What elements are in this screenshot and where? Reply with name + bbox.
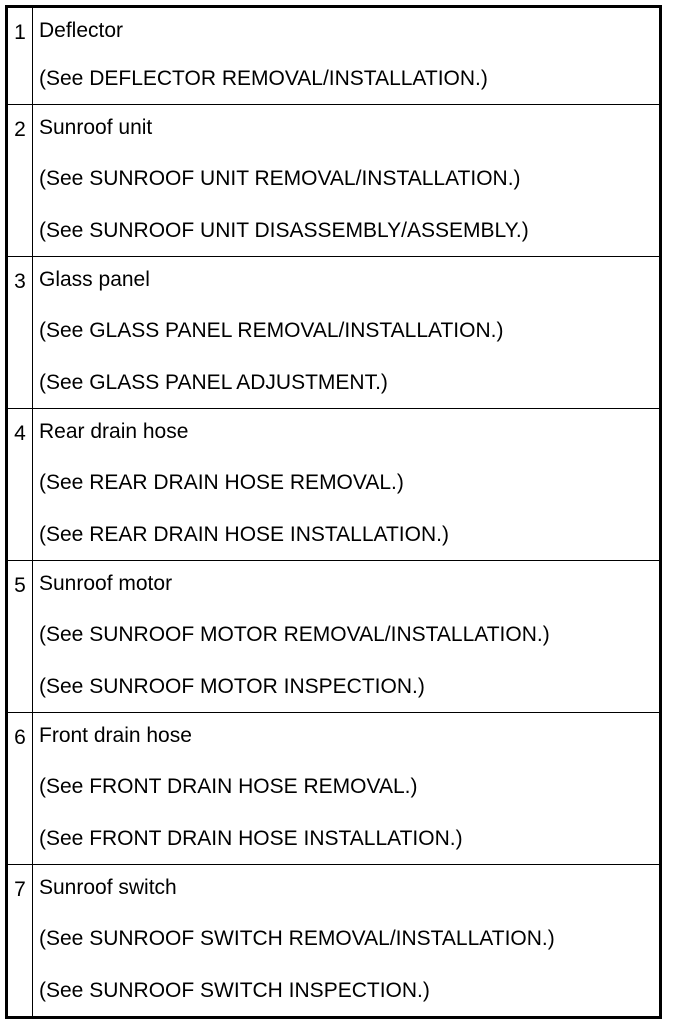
table-body [7, 7, 661, 1018]
procedure-reference-link[interactable]: (See SUNROOF MOTOR INSPECTION.) [39, 675, 425, 698]
procedure-reference-link[interactable]: (See SUNROOF MOTOR REMOVAL/INSTALLATION.) [39, 623, 550, 646]
procedure-reference-link[interactable]: (See SUNROOF UNIT REMOVAL/INSTALLATION.) [39, 167, 521, 190]
item-number: 5 [7, 561, 33, 713]
item-number: 4 [7, 409, 33, 561]
procedure-reference-link[interactable]: (See REAR DRAIN HOSE INSTALLATION.) [39, 523, 449, 546]
item-content [33, 865, 661, 1018]
procedure-reference-link[interactable]: (See DEFLECTOR REMOVAL/INSTALLATION.) [39, 67, 488, 90]
procedure-reference-link[interactable]: (See FRONT DRAIN HOSE INSTALLATION.) [39, 827, 463, 850]
item-content [33, 257, 661, 409]
table-row [7, 105, 661, 257]
parts-reference-table [5, 5, 662, 1019]
item-content [33, 7, 661, 105]
table-row [7, 409, 661, 561]
procedure-reference-link[interactable]: (See SUNROOF SWITCH INSPECTION.) [39, 979, 430, 1002]
item-content [33, 105, 661, 257]
table-row [7, 561, 661, 713]
table-row [7, 257, 661, 409]
item-content [33, 409, 661, 561]
item-title: Sunroof motor [39, 572, 173, 595]
procedure-reference-link[interactable]: (See REAR DRAIN HOSE REMOVAL.) [39, 471, 404, 494]
item-title: Sunroof unit [39, 116, 153, 139]
item-number: 7 [7, 865, 33, 1018]
item-number: 6 [7, 713, 33, 865]
item-number: 2 [7, 105, 33, 257]
procedure-reference-link[interactable]: (See SUNROOF SWITCH REMOVAL/INSTALLATION.) [39, 927, 555, 950]
item-number: 3 [7, 257, 33, 409]
item-content [33, 713, 661, 865]
item-content [33, 561, 661, 713]
item-title: Sunroof switch [39, 876, 177, 899]
procedure-reference-link[interactable]: (See GLASS PANEL REMOVAL/INSTALLATION.) [39, 319, 504, 342]
item-title: Deflector [39, 19, 124, 42]
item-title: Front drain hose [39, 724, 192, 747]
procedure-reference-link[interactable]: (See SUNROOF UNIT DISASSEMBLY/ASSEMBLY.) [39, 219, 529, 242]
table-row [7, 7, 661, 105]
item-title: Rear drain hose [39, 420, 189, 443]
table-row [7, 865, 661, 1018]
item-number: 1 [7, 7, 33, 105]
item-title: Glass panel [39, 268, 150, 291]
procedure-reference-link[interactable]: (See GLASS PANEL ADJUSTMENT.) [39, 371, 388, 394]
table-row [7, 713, 661, 865]
procedure-reference-link[interactable]: (See FRONT DRAIN HOSE REMOVAL.) [39, 775, 418, 798]
